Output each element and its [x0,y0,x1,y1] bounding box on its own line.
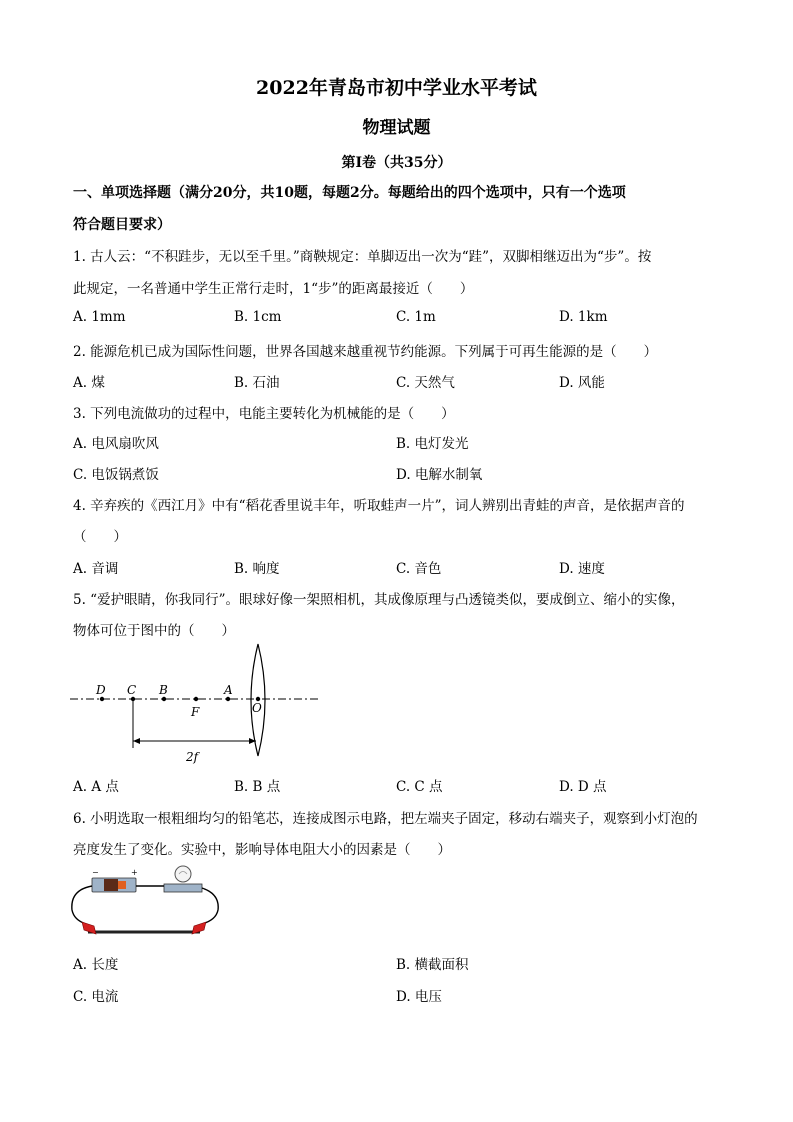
point-f [194,697,198,701]
label-c: C [127,683,137,697]
part-title: 第I卷（共35分） [341,155,452,171]
point-b [162,697,166,701]
battery-plus-label: + [131,868,138,877]
q4-option-a: A. 音调 [73,561,119,577]
label-f: F [191,705,200,719]
q5-option-a: A. A 点 [73,779,119,795]
q1-option-c: C. 1m [396,309,436,325]
q6-line1: 6. 小明选取一根粗细均匀的铅笔芯，连接成图示电路，把左端夹子固定，移动右端夹子，观察到小灯泡的 [73,811,698,827]
q2-option-d: D. 风能 [559,375,605,391]
q6-option-c: C. 电流 [73,989,119,1005]
label-d: D [96,683,106,697]
bulb-base [164,884,202,892]
q5-option-c: C. C 点 [396,779,443,795]
lens-figure [60,640,340,770]
dimension-arrow-left [133,738,140,744]
q3-option-b: B. 电灯发光 [396,436,469,452]
q3-option-c: C. 电饭锅煮饭 [73,467,159,483]
q4-option-b: B. 响度 [234,561,280,577]
label-b: B [159,683,168,697]
q6-option-b: B. 横截面积 [396,957,469,973]
battery-terminal-icon [118,881,126,889]
wire-left [72,886,92,924]
q5-option-d: D. D 点 [559,779,607,795]
label-o: O [252,701,262,715]
q4-line2: （ ） [73,529,127,545]
q6-line2: 亮度发生了变化。实验中，影响导体电阻大小的因素是（ ） [73,842,451,858]
q1-line1: 1. 古人云：“不积跬步，无以至千里。”商鞅规定：单脚迈出一次为“跬”，双脚相继迈出为“步”。按 [73,249,652,265]
subject-title: 物理试题 [362,118,431,138]
q4-option-d: D. 速度 [559,561,605,577]
q5-option-b: B. B 点 [234,779,281,795]
point-d [100,697,104,701]
label-2f: 2f [186,750,199,764]
section-heading-line2: 符合题目要求） [73,217,171,233]
q4-line1: 4. 辛弃疾的《西江月》中有“稻花香里说丰年，听取蛙声一片”，词人辨别出青蛙的声音，是依据声音的 [73,498,685,514]
label-a: A [224,683,233,697]
q1-line2: 此规定，一名普通中学生正常行走时，1“步”的距离最接近（ ） [73,281,474,297]
q6-option-d: D. 电压 [396,989,442,1005]
circuit-figure [68,862,224,942]
q5-line1: 5. “爱护眼睛，你我同行”。眼球好像一架照相机，其成像原理与凸透镜类似，要成倒立、缩小的实像， [73,592,685,608]
q2-option-c: C. 天然气 [396,375,455,391]
battery-cell-icon [104,879,118,891]
light-bulb-icon [175,866,191,882]
battery-minus-label: − [92,868,99,877]
q1-option-b: B. 1cm [234,309,282,325]
q5-line2: 物体可位于图中的（ ） [73,623,235,639]
q2-line1: 2. 能源危机已成为国际性问题，世界各国越来越重视节约能源。下列属于可再生能源的是（ ） [73,344,658,360]
q4-option-c: C. 音色 [396,561,442,577]
q2-option-a: A. 煤 [73,375,105,391]
q1-option-d: D. 1km [559,309,608,325]
point-a [226,697,230,701]
section-heading-line1: 一、单项选择题（满分20分，共10题，每题2分。每题给出的四个选项中，只有一个选项 [73,185,626,201]
exam-title: 2022年青岛市初中学业水平考试 [256,77,537,99]
q3-option-a: A. 电风扇吹风 [73,436,159,452]
q6-option-a: A. 长度 [73,957,119,973]
wire-right [202,888,218,924]
q1-option-a: A. 1mm [73,309,126,325]
q2-option-b: B. 石油 [234,375,280,391]
q3-line1: 3. 下列电流做功的过程中，电能主要转化为机械能的是（ ） [73,406,455,422]
q3-option-d: D. 电解水制氧 [396,467,483,483]
